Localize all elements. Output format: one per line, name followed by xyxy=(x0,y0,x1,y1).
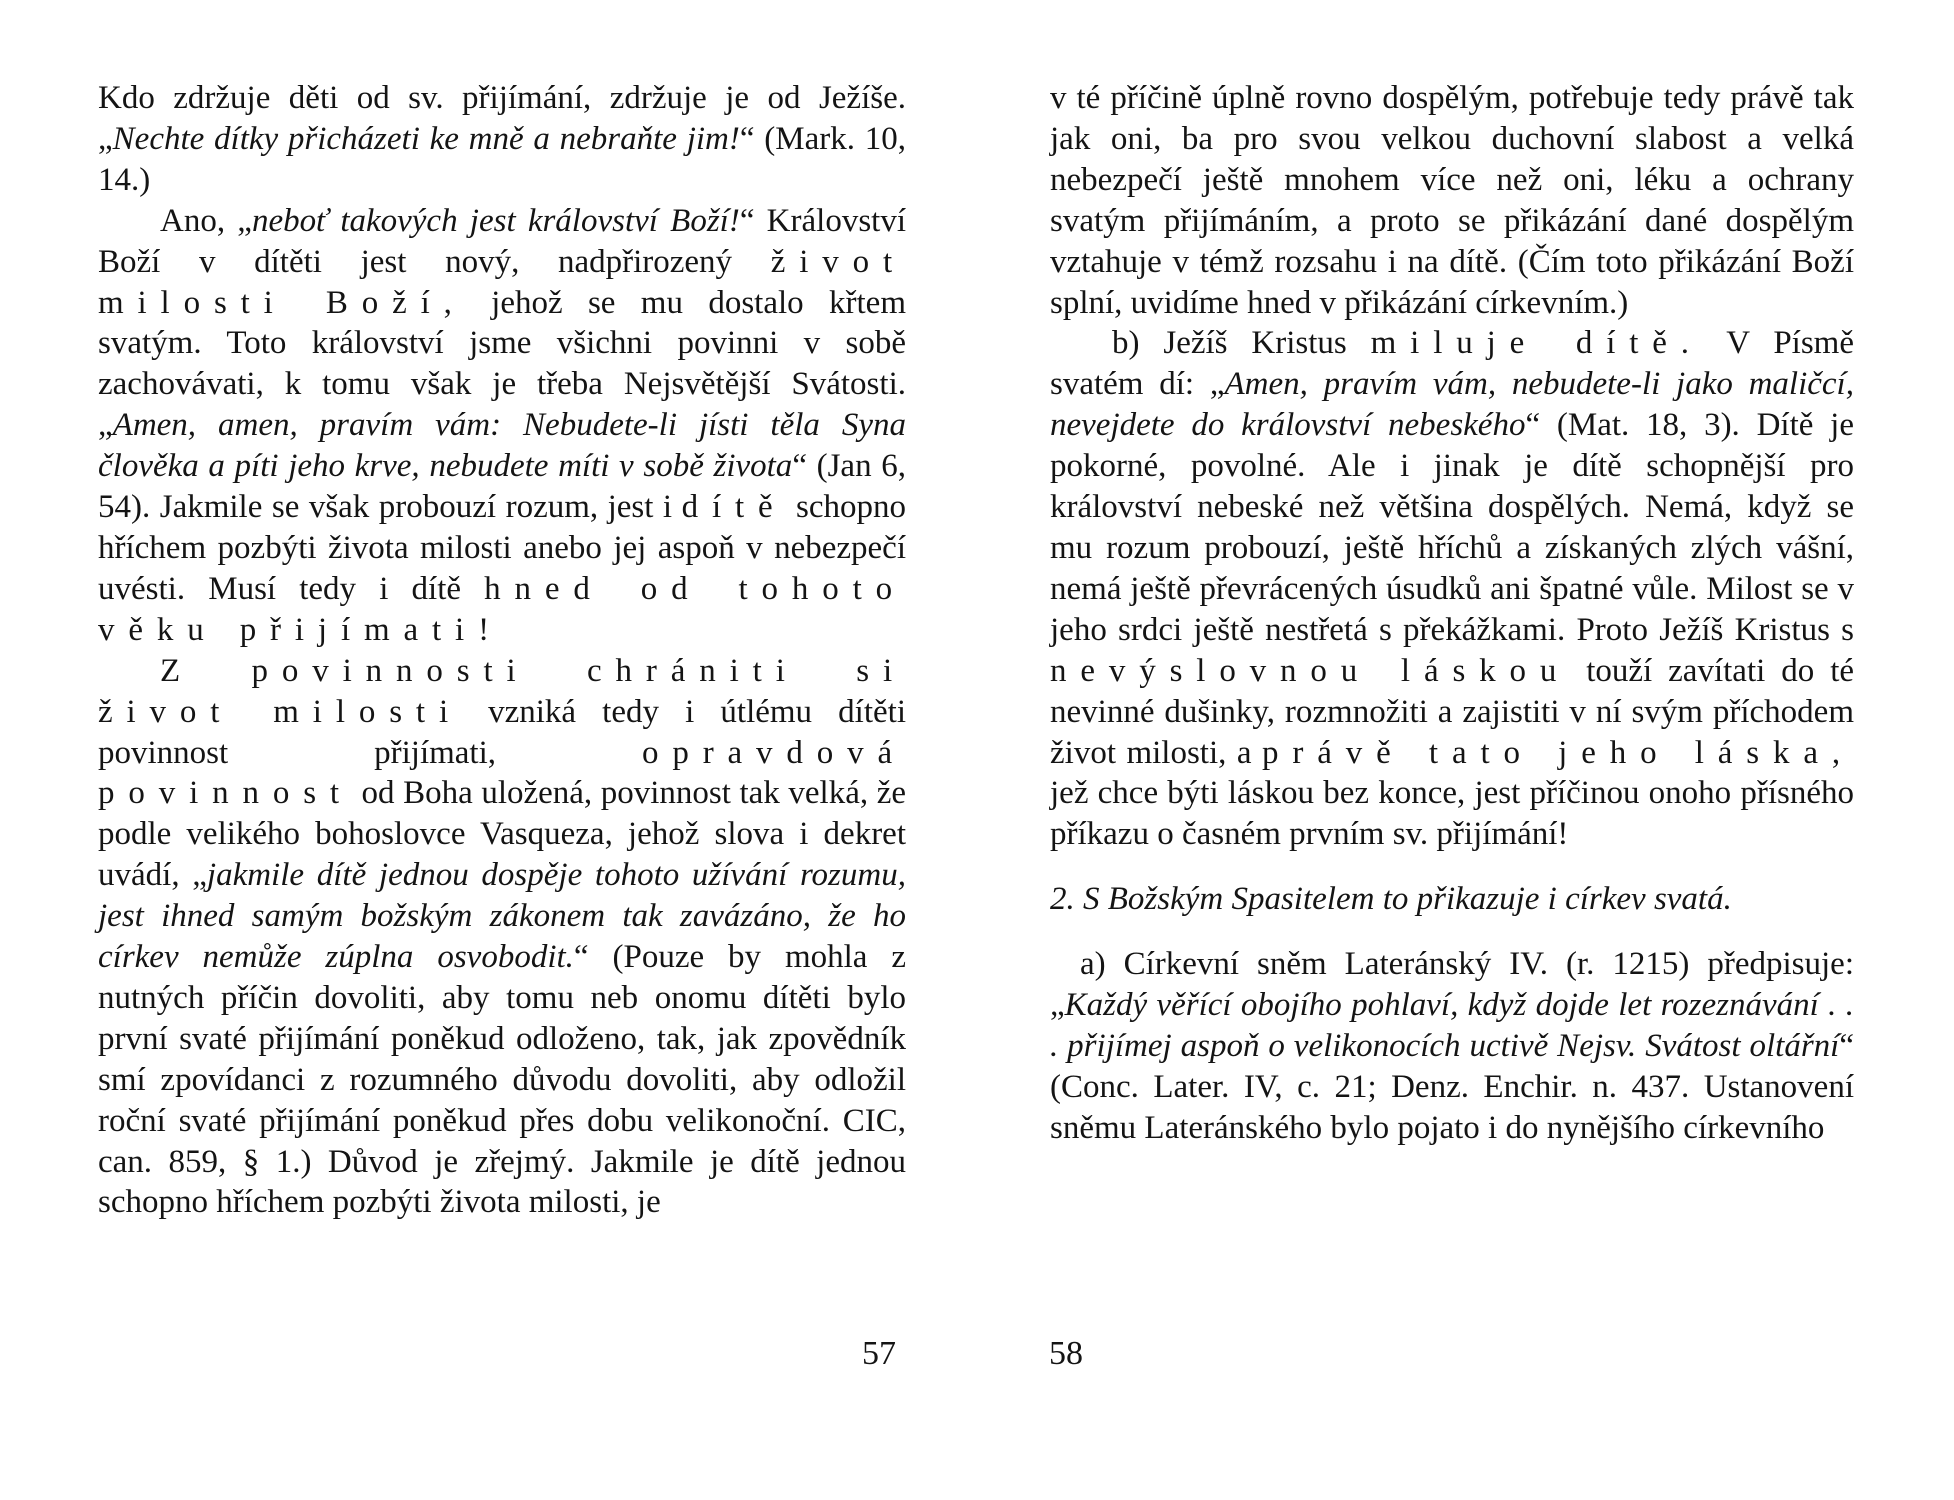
spaced-emphasis: opravdová povinnost xyxy=(98,734,906,812)
italic-quote: Každý věřící obojího pohlaví, když dojde let rozeznávání . . . přijímej aspoň o velikonocích uctivě Nejsv. Svátost oltářní xyxy=(1050,987,1854,1064)
italic-quote: Nechte dítky přicházeti ke mně a nebraňte jim! xyxy=(112,120,740,157)
page-number-left: 57 xyxy=(862,1335,896,1372)
text-run: a) Církevní sněm Lateránský IV. (r. 1215) předpisuje: „ xyxy=(1050,946,1854,1024)
spaced-emphasis: hned od tohoto věku přijímati! xyxy=(98,570,906,648)
italic-quote: Amen, pravím vám, nebudete-li jako maličcí, nevejdete do království nebeského xyxy=(1050,366,1854,444)
text-run: od Boha uložená, povinnost tak velká, že podle velikého bohoslovce Vasqueza, jehož slova i dekret uvádí, „ xyxy=(98,775,906,894)
italic-quote: 2. S Božským Spasitelem to přikazuje i církev svatá. xyxy=(1050,881,1732,918)
spaced-emphasis: právě tato jeho láska, xyxy=(1262,734,1854,771)
right-page xyxy=(977,0,1954,1500)
page-number-right: 58 xyxy=(1049,1335,1083,1372)
italic-quote: neboť takových jest království Boží! xyxy=(251,202,740,239)
text-run: jehož se mu dostalo křtem svatým. Toto království jsme všichni povinni v sobě zachovávati, k tomu však je třeba Nejsvětější Svátosti. „ xyxy=(98,284,906,444)
text-run: “ (Conc. Later. IV, c. 21; Denz. Enchir. n. 437. Ustanovení sněmu Lateránského bylo pojato i do nynějšího církevního xyxy=(1050,1027,1854,1146)
left-page-text xyxy=(98,78,906,1223)
text-run: “ (Mark. 10, 14.) xyxy=(98,120,906,198)
spaced-emphasis: dítě xyxy=(681,489,787,526)
text-run: touží zavítati do té nevinné dušinky, rozmnožiti a zajistiti v ní svým příchodem život milosti, a xyxy=(1050,652,1855,771)
text-run: b) Ježíš Kristus xyxy=(1112,325,1371,362)
right-page-text xyxy=(1050,78,1854,1149)
text-run: schopno hříchem pozbýti života milosti anebo jej aspoň v nebezpečí uvésti. Musí tedy i dítě xyxy=(98,489,906,607)
spaced-emphasis: miluje dítě. xyxy=(1370,325,1703,362)
text-run: “ Království Boží v dítěti jest nový, nadpřirozený xyxy=(98,202,907,280)
text-run: “ (Jan 6, 54). Jakmile se však probouzí rozum, jest i xyxy=(98,448,906,526)
paragraph xyxy=(1050,944,1854,1149)
text-run: v té příčině úplně rovno dospělým, potřebuje tedy právě tak jak oni, ba pro svou velkou duchovní slabost a velká nebezpečí ještě mnohem více než oni, léku a ochrany svatým přijímáním, a proto se přikázání dané dospělým vztahuje v témž rozsahu i na dítě. (Čím toto přikázání Boží splní, uvidíme hned v přikázání církevním.) xyxy=(1050,80,1854,321)
text-run: “ (Mat. 18, 3). Dítě je pokorné, povolné. Ale i jinak je dítě schopnější pro království nebeské než většina dospělých. Nemá, když se mu rozum probouzí, ještě hříchů a získaných zlých vášní, nemá ještě převrácených úsudků ani špatné vůle. Milost se v jeho srdci ještě nestřetá s překážkami. Proto Ježíš Kristus s xyxy=(1050,407,1854,648)
text-run: jež chce býti láskou bez konce, jest příčinou onoho přísného příkazu o časném prvním sv. přijímání! xyxy=(1050,775,1854,853)
text-run: vzniká tedy i útlému dítěti povinnost přijímati, xyxy=(98,693,906,771)
paragraph xyxy=(98,201,906,651)
text-run: Ano, „ xyxy=(160,202,252,239)
paragraph xyxy=(98,651,906,1224)
paragraph xyxy=(1050,78,1854,323)
text-run: Kdo zdržuje děti od sv. přijímání, zdržuje je od Ježíše. „ xyxy=(98,80,906,157)
text-run: V Písmě svatém dí: „ xyxy=(1050,325,1854,403)
text-run: “ (Pouze by mohla z nutných příčin dovoliti, aby tomu neb onomu dítěti bylo první svaté přijímání poněkud odloženo, tak, jak zpovědník smí zpovídanci z rozumného důvodu dovoliti, aby odložil roční svaté přijímání poněkud přes dobu velikonoční. CIC, can. 859, § 1.) Důvod je zřejmý. Jakmile je dítě jednou schopno hříchem pozbýti života milosti, je xyxy=(98,939,906,1221)
spaced-emphasis: nevýslovnou láskou xyxy=(1050,652,1571,689)
paragraph xyxy=(1050,323,1854,855)
paragraph xyxy=(98,78,906,201)
spaced-emphasis: Z povinnosti chrániti si život milosti xyxy=(98,652,906,730)
section-heading xyxy=(1050,879,1854,920)
spaced-emphasis: život milosti Boží, xyxy=(98,243,906,321)
italic-quote: jakmile dítě jednou dospěje tohoto užívání rozumu, jest ihned samým božským zákonem tak zavázáno, že ho církev nemůže zúplna osvobodit. xyxy=(98,857,906,976)
italic-quote: Amen, amen, pravím vám: Nebudete-li jísti těla Syna člověka a píti jeho krve, nebudete míti v sobě života xyxy=(98,407,906,485)
